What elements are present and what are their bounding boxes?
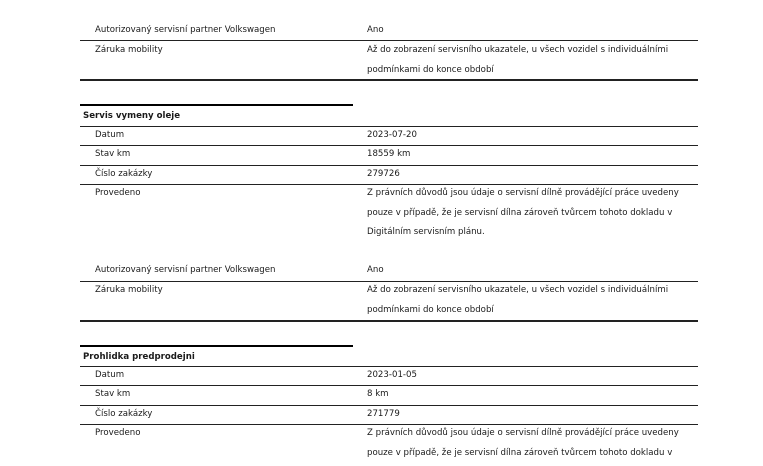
row-value: Ano [367,25,384,35]
row-authorized-partner [80,21,698,40]
row-label: Číslo zakázky [95,409,153,419]
row-order-number [80,405,698,424]
row-value: 2023-01-05 [367,370,417,380]
row-value: 8 km [367,389,389,399]
row-value: Z právních důvodů jsou údaje o servisní dílně provádějící práce uvedeny pouze v případě, že je servisní dílna zároveň tvůrcem tohoto dokladu v Digitálním servisním plánu. [367,188,679,237]
row-label: Záruka mobility [95,285,163,295]
row-value: 271779 [367,409,400,419]
row-label: Provedeno [95,188,141,198]
row-label: Provedeno [95,428,141,438]
row-label: Číslo zakázky [95,169,153,179]
section-title: Servis vymeny oleje [83,111,181,121]
block-bottom-divider [80,320,698,322]
row-value: Ano [367,265,384,275]
row-label: Datum [95,370,125,380]
row-value: 2023-07-20 [367,130,417,140]
section-title: Prohlidka predprodejni [83,352,195,362]
row-authorized-partner [80,261,698,280]
row-value: Až do zobrazení servisního ukazatele, u všech vozidel s individuálními podmínkami do konce období [367,45,669,75]
row-label: Stav km [95,389,131,399]
row-mobility-warranty [80,281,698,319]
row-mobility-warranty [80,41,698,79]
row-label: Záruka mobility [95,45,163,55]
row-performed-by [80,424,698,466]
block-bottom-divider [80,79,698,81]
row-order-number [80,165,698,184]
row-value: Z právních důvodů jsou údaje o servisní dílně provádějící práce uvedeny pouze v případě, že je servisní dílna zároveň tvůrcem tohoto dokladu v [367,428,679,458]
row-label: Autorizovaný servisní partner Volkswagen [95,25,276,35]
row-label: Stav km [95,149,131,159]
row-value: 18559 km [367,149,411,159]
row-date [80,126,698,145]
row-performed-by [80,184,698,244]
row-label: Datum [95,130,125,140]
row-mileage [80,385,698,404]
row-label: Autorizovaný servisní partner Volkswagen [95,265,276,275]
row-value: 279726 [367,169,400,179]
row-date [80,366,698,385]
row-mileage [80,145,698,164]
row-value: Až do zobrazení servisního ukazatele, u všech vozidel s individuálními podmínkami do konce období [367,285,669,315]
